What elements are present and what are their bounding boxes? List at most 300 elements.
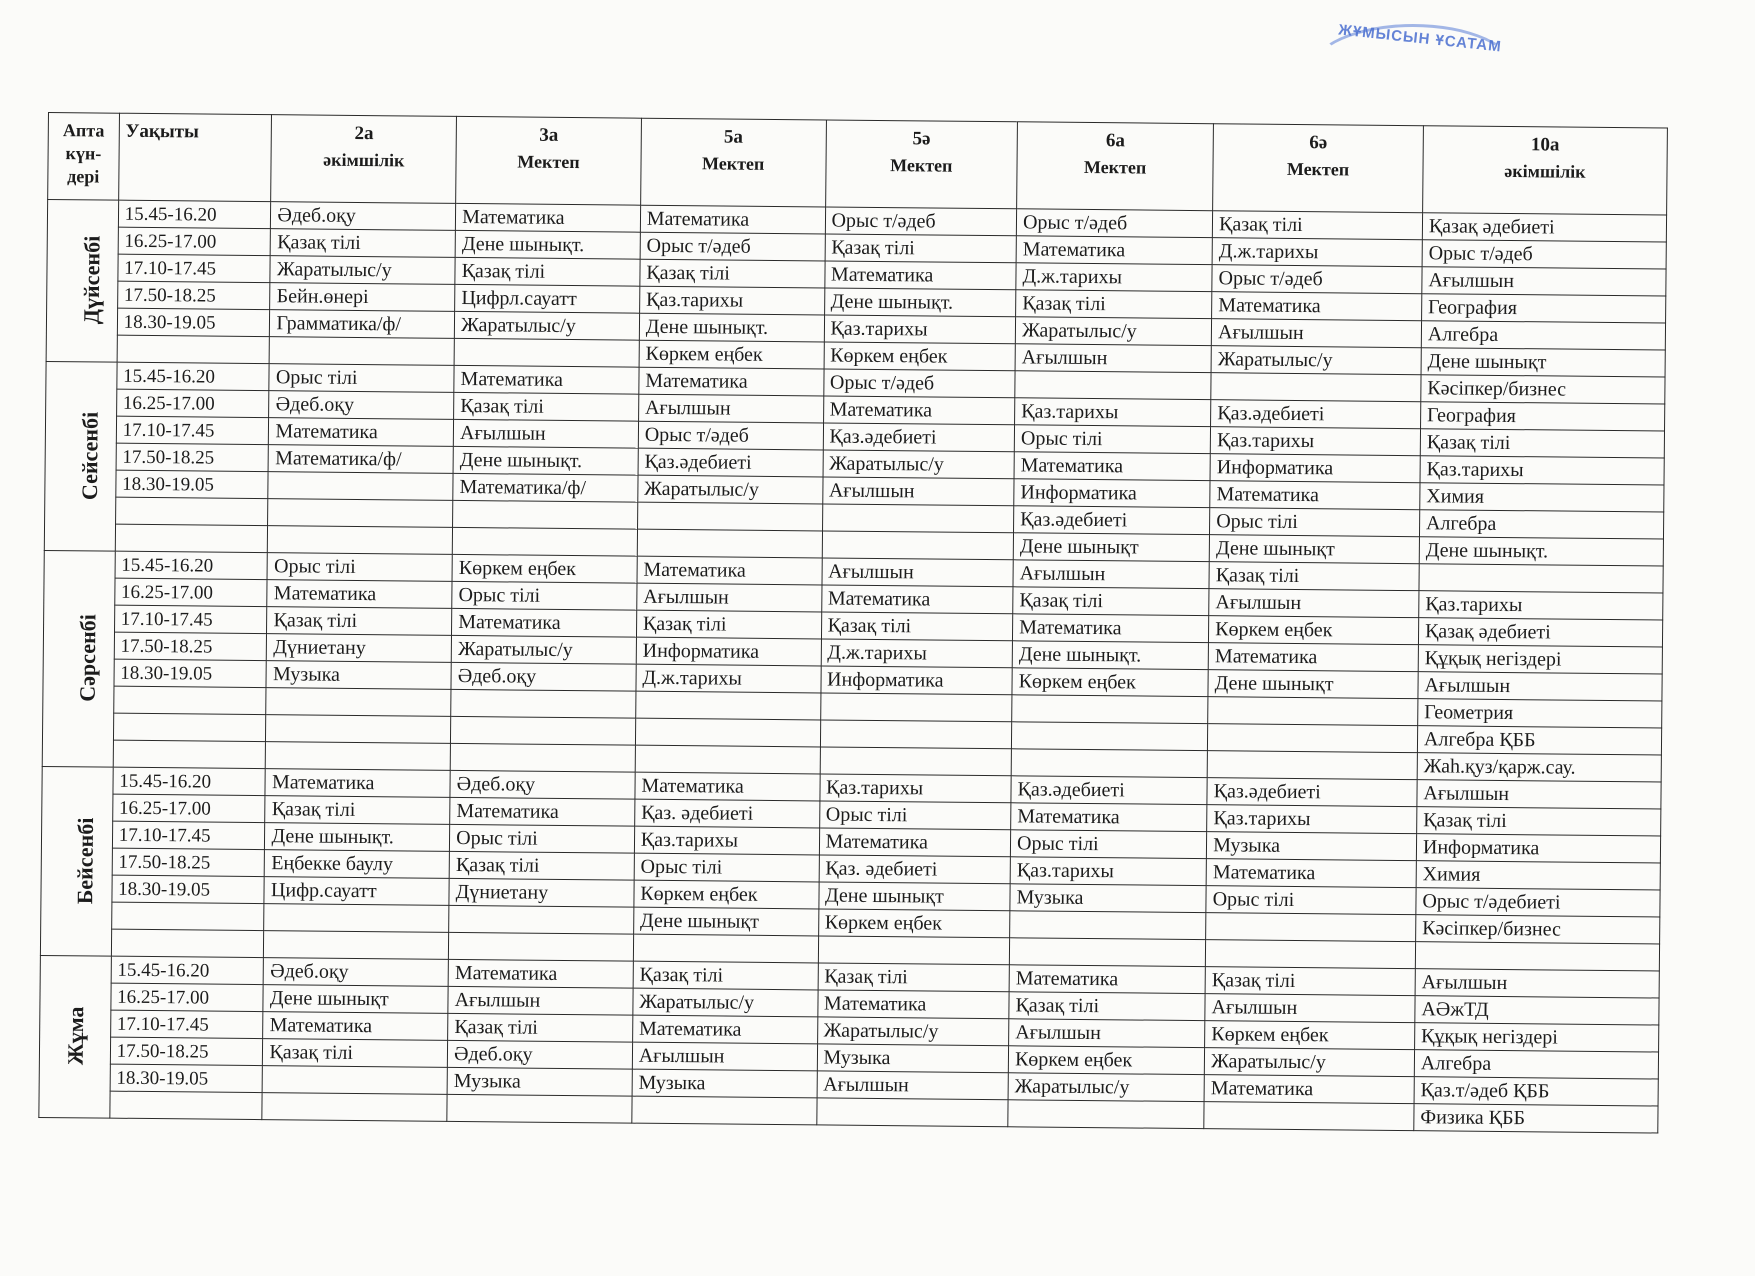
subject-cell: Математика <box>639 367 824 396</box>
subject-cell: Қазақ тілі <box>640 259 825 288</box>
subject-cell: Ағылшын <box>453 419 638 448</box>
subject-cell <box>1009 938 1205 967</box>
subject-cell: Дене шынықт. <box>453 446 638 475</box>
subject-cell <box>1206 913 1416 942</box>
header-time <box>118 113 272 201</box>
subject-cell <box>822 531 1014 560</box>
header-class-sub: Мектеп <box>1286 158 1350 180</box>
header-class-4 <box>1017 122 1214 211</box>
subject-cell: Жаратылыс/у <box>1204 1048 1414 1077</box>
subject-cell: Қаз.әдебиеті <box>1011 776 1207 805</box>
subject-cell: Математика/ф/ <box>269 445 454 474</box>
subject-cell: Дене шынықт <box>1013 533 1209 562</box>
stamp-text: ЖҰМЫСЫН ҰСАТАМ <box>1337 21 1503 56</box>
subject-cell <box>1008 1100 1204 1129</box>
header-class-name: 5ә <box>912 128 931 150</box>
subject-cell: Орыс тілі <box>1210 508 1420 537</box>
subject-cell: Ағылшын <box>1422 267 1666 296</box>
subject-cell: Қаз.әдебиеті <box>1207 778 1417 807</box>
subject-cell <box>1011 749 1207 778</box>
time-cell <box>115 524 268 552</box>
subject-cell: Құқық негіздері <box>1418 645 1662 674</box>
subject-cell <box>1010 911 1206 940</box>
subject-cell: Қазақ тілі <box>636 610 821 639</box>
subject-cell <box>263 1066 448 1095</box>
subject-cell: Қазақ тілі <box>449 851 634 880</box>
subject-cell <box>818 936 1010 965</box>
subject-cell <box>266 742 451 771</box>
subject-cell: Математика <box>269 418 454 447</box>
subject-cell: Қаз.тарихы <box>1015 398 1211 427</box>
header-day <box>48 113 120 201</box>
subject-cell <box>454 338 639 367</box>
subject-cell <box>450 743 635 772</box>
subject-cell: Алгебра <box>1421 321 1665 350</box>
subject-cell: Қазақ тілі <box>633 961 818 990</box>
subject-cell: Әдеб.оқу <box>264 958 449 987</box>
stamp <box>1300 18 1530 78</box>
header-class-name: 6а <box>1105 130 1125 152</box>
subject-cell: Қаз.тарихы <box>639 286 824 315</box>
subject-cell: Дене шынықт. <box>265 823 450 852</box>
time-cell <box>117 335 270 363</box>
subject-cell: Еңбекке баулу <box>265 850 450 879</box>
subject-cell: Қазақ тілі <box>1009 992 1205 1021</box>
subject-cell: Қазақ тілі <box>271 229 456 258</box>
subject-cell <box>451 716 636 745</box>
subject-cell: Ағылшын <box>632 1042 817 1071</box>
header-class-sub: Мектеп <box>890 155 953 176</box>
subject-cell: Әдеб.оқу <box>451 662 636 691</box>
time-cell <box>113 713 266 741</box>
subject-cell: Қазақ тілі <box>1205 967 1415 996</box>
time-cell: 15.45-16.20 <box>111 956 264 984</box>
header-class-3 <box>825 120 1017 209</box>
subject-cell: Математика <box>454 365 639 394</box>
subject-cell: Ағылшын <box>817 1071 1009 1100</box>
subject-cell: Музыка <box>632 1069 817 1098</box>
subject-cell: Дүниетану <box>267 634 452 663</box>
subject-cell <box>266 715 451 744</box>
subject-cell: Әдеб.оқу <box>447 1040 632 1069</box>
time-cell <box>110 1091 263 1119</box>
subject-cell: Қазақ тілі <box>448 1013 633 1042</box>
subject-cell: Кәсіпкер/бизнес <box>1421 375 1665 404</box>
subject-cell <box>822 504 1014 533</box>
subject-cell: Қазақ тілі <box>455 257 640 286</box>
subject-cell: Математика <box>448 959 633 988</box>
subject-cell: Қаз. әдебиеті <box>634 799 819 828</box>
subject-cell: Көркем еңбек <box>1012 668 1208 697</box>
subject-cell <box>1211 373 1421 402</box>
time-cell: 17.50-18.25 <box>110 1037 263 1065</box>
subject-cell <box>1415 942 1659 971</box>
subject-cell: Математика <box>1014 452 1210 481</box>
subject-cell: Жаратылыс/у <box>817 1017 1009 1046</box>
subject-cell: Қаз.әдебиеті <box>1014 506 1210 535</box>
subject-cell: Көркем еңбек <box>1209 616 1419 645</box>
subject-cell: Цифр.сауатт <box>264 877 449 906</box>
header-time-label: Уақыты <box>125 120 200 143</box>
subject-cell: Орыс т/әдеб <box>825 207 1017 236</box>
subject-cell: Жаратылыс/у <box>454 311 639 340</box>
subject-cell: Ағылшын <box>1015 344 1211 373</box>
time-cell <box>113 686 266 714</box>
subject-cell: Математика <box>1212 292 1422 321</box>
subject-cell: Математика <box>824 261 1016 290</box>
subject-cell: Орыс т/әдеб <box>1422 240 1666 269</box>
subject-cell: Көркем еңбек <box>1008 1046 1204 1075</box>
subject-cell: Д.ж.тарихы <box>1212 238 1422 267</box>
subject-cell: Ағылшын <box>1211 319 1421 348</box>
subject-cell: Д.ж.тарихы <box>636 664 821 693</box>
time-cell: 17.50-18.25 <box>116 443 269 471</box>
subject-cell: Д.ж.тарихы <box>1016 263 1212 292</box>
subject-cell <box>452 527 637 556</box>
subject-cell: Математика <box>265 769 450 798</box>
subject-cell: Орыс тілі <box>1014 425 1210 454</box>
subject-cell: Математика <box>1210 481 1420 510</box>
subject-cell: Қаз.тарихы <box>1420 456 1664 485</box>
subject-cell: Физика ҚББ <box>1414 1104 1658 1133</box>
time-cell: 18.30-19.05 <box>117 308 270 336</box>
day-label: Дүйсенбі <box>78 235 105 325</box>
subject-cell: Жаратылыс/у <box>633 988 818 1017</box>
header-class-5 <box>1213 124 1424 213</box>
subject-cell: Грамматика/ф/ <box>270 310 455 339</box>
subject-cell: Ағылшын <box>1009 1019 1205 1048</box>
header-class-1 <box>456 116 642 205</box>
day-cell <box>39 955 111 1118</box>
subject-cell: Ағылшын <box>822 477 1014 506</box>
subject-cell: Орыс тілі <box>452 581 637 610</box>
time-cell: 16.25-17.00 <box>118 227 271 255</box>
subject-cell: Математика <box>263 1012 448 1041</box>
subject-cell <box>820 747 1012 776</box>
subject-cell: Математика <box>640 205 825 234</box>
subject-cell: Д.ж.тарихы <box>821 639 1013 668</box>
subject-cell: Орыс т/әдебиеті <box>1416 888 1660 917</box>
time-cell <box>115 497 268 525</box>
time-cell: 15.45-16.20 <box>113 767 266 795</box>
subject-cell: Қазақ тілі <box>1212 211 1422 240</box>
time-cell: 16.25-17.00 <box>114 578 267 606</box>
subject-cell: Химия <box>1420 483 1664 512</box>
subject-cell <box>816 1098 1008 1127</box>
subject-cell: Қаз.тарихы <box>1010 857 1206 886</box>
subject-cell: Ағылшын <box>638 394 823 423</box>
time-cell: 16.25-17.00 <box>112 794 265 822</box>
subject-cell: Көркем еңбек <box>818 909 1010 938</box>
day-cell <box>40 766 112 956</box>
time-cell: 17.10-17.45 <box>116 416 269 444</box>
subject-cell: Информатика <box>1210 454 1420 483</box>
subject-cell: Көркем еңбек <box>639 340 824 369</box>
subject-cell: Қазақ тілі <box>825 234 1017 263</box>
subject-cell: Математика <box>821 585 1013 614</box>
subject-cell: Жаратылыс/у <box>270 256 455 285</box>
subject-cell: Дүниетану <box>449 878 634 907</box>
subject-cell: Қаз.т/әдеб ҚББ <box>1414 1077 1658 1106</box>
subject-cell: Қазақ тілі <box>1420 429 1664 458</box>
subject-cell <box>453 500 638 529</box>
subject-cell: Орыс тілі <box>634 853 819 882</box>
subject-cell: Информатика <box>636 637 821 666</box>
subject-cell: Қаз. әдебиеті <box>819 855 1011 884</box>
header-row <box>48 113 1668 216</box>
time-cell: 17.10-17.45 <box>114 605 267 633</box>
time-cell: 16.25-17.00 <box>111 983 264 1011</box>
subject-cell: Информатика <box>1014 479 1210 508</box>
header-class-name: 3а <box>539 124 559 146</box>
subject-cell <box>637 529 822 558</box>
subject-cell: Музыка <box>1010 884 1206 913</box>
subject-cell: Музыка <box>447 1067 632 1096</box>
subject-cell: Қазақ тілі <box>267 607 452 636</box>
header-class-0 <box>271 115 457 204</box>
subject-cell: Дене шынықт <box>633 907 818 936</box>
subject-cell: Орыс т/әдеб <box>640 232 825 261</box>
subject-cell: Қазақ әдебиеті <box>1418 618 1662 647</box>
time-cell: 15.45-16.20 <box>117 362 270 390</box>
subject-cell <box>1419 564 1663 593</box>
subject-cell: Ағылшын <box>1013 560 1209 589</box>
subject-cell <box>1205 940 1415 969</box>
time-cell <box>111 902 264 930</box>
subject-cell: Жаратылыс/у <box>451 635 636 664</box>
subject-cell: Ағылшын <box>448 986 633 1015</box>
day-label: Сәрсенбі <box>74 614 101 702</box>
subject-cell: Қазақ тілі <box>263 1039 448 1068</box>
subject-cell <box>1012 695 1208 724</box>
day-cell <box>42 550 115 767</box>
time-cell: 16.25-17.00 <box>116 389 269 417</box>
subject-cell: Математика <box>456 203 641 232</box>
subject-cell <box>632 1096 817 1125</box>
subject-cell: Қаз.тарихы <box>634 826 819 855</box>
subject-cell: Бейн.өнері <box>270 283 455 312</box>
schedule-table <box>38 112 1668 1134</box>
subject-cell: Математика <box>632 1015 817 1044</box>
subject-cell: Көркем еңбек <box>824 342 1016 371</box>
subject-cell: Дене шынықт <box>818 882 1010 911</box>
subject-cell: Қазақ тілі <box>818 963 1010 992</box>
header-class-name: 2а <box>354 122 374 145</box>
subject-cell: Математика <box>1013 614 1209 643</box>
subject-cell: Қазақ тілі <box>1417 807 1661 836</box>
subject-cell: Қазақ тілі <box>1013 587 1209 616</box>
subject-cell: Дене шынықт <box>1209 535 1419 564</box>
subject-cell: Құқық негіздері <box>1414 1023 1658 1052</box>
subject-cell: Қазақ тілі <box>1209 562 1419 591</box>
subject-cell: Математика <box>637 556 822 585</box>
subject-cell: Қазақ тілі <box>265 796 450 825</box>
time-cell <box>113 740 266 768</box>
time-cell: 18.30-19.05 <box>114 659 267 687</box>
subject-cell: Қаз.әдебиеті <box>823 423 1015 452</box>
subject-cell: Дене шынықт <box>263 985 448 1014</box>
subject-cell <box>264 931 449 960</box>
day-cell <box>44 361 116 551</box>
subject-cell: Қаз.тарихы <box>1419 591 1663 620</box>
subject-cell: Математика <box>1016 236 1212 265</box>
header-class-sub: әкімшілік <box>1504 160 1586 182</box>
header-class-name: 6ә <box>1309 132 1328 154</box>
subject-cell <box>820 720 1012 749</box>
header-class-sub: әкімшілік <box>323 149 405 171</box>
subject-cell <box>449 932 634 961</box>
subject-cell: Жаратылыс/у <box>823 450 1015 479</box>
subject-cell: Орыс тілі <box>450 824 635 853</box>
subject-cell: Орыс тілі <box>1010 830 1206 859</box>
header-class-name: 5а <box>723 126 744 148</box>
subject-cell: Музыка <box>817 1044 1009 1073</box>
time-cell: 17.50-18.25 <box>112 848 265 876</box>
header-day-label: Апта күн-дері <box>62 120 105 187</box>
subject-cell <box>637 502 822 531</box>
subject-cell: Информатика <box>1416 834 1660 863</box>
day-label: Сейсенбі <box>76 411 103 500</box>
subject-cell <box>268 472 453 501</box>
subject-cell <box>268 499 453 528</box>
time-cell: 17.10-17.45 <box>118 254 271 282</box>
subject-cell: Қазақ әдебиеті <box>1422 213 1666 242</box>
subject-cell <box>1208 697 1418 726</box>
subject-cell: Қаз.әдебиеті <box>638 448 823 477</box>
subject-cell: Музыка <box>1207 832 1417 861</box>
subject-cell: Орыс тілі <box>269 364 454 393</box>
header-class-sub: Мектеп <box>1083 156 1147 178</box>
header-class-name: 10а <box>1530 134 1560 156</box>
subject-cell <box>635 745 820 774</box>
subject-cell: Дене шынықт. <box>455 230 640 259</box>
day-label: Бейсенбі <box>72 816 99 904</box>
subject-cell: Математика <box>1009 965 1205 994</box>
time-cell: 17.50-18.25 <box>117 281 270 309</box>
header-class-sub: Мектеп <box>517 151 580 173</box>
subject-cell <box>633 934 818 963</box>
time-cell: 18.30-19.05 <box>115 470 268 498</box>
subject-cell: Ағылшын <box>1417 780 1661 809</box>
subject-cell <box>449 905 634 934</box>
subject-cell: Дене шынықт. <box>1419 537 1663 566</box>
subject-cell: Алгебра ҚББ <box>1417 726 1661 755</box>
subject-cell: Ағылшын <box>637 583 822 612</box>
subject-cell: Математика/ф/ <box>453 473 638 502</box>
subject-cell: Математика <box>450 797 635 826</box>
subject-cell: Көркем еңбек <box>1205 1021 1415 1050</box>
subject-cell: Математика <box>1204 1075 1414 1104</box>
subject-cell <box>447 1094 632 1123</box>
subject-cell: Орыс тілі <box>819 801 1011 830</box>
subject-cell: Қазақ тілі <box>821 612 1013 641</box>
subject-cell: Жаратылыс/у <box>1015 317 1211 346</box>
subject-cell: Әдеб.оқу <box>450 770 635 799</box>
subject-cell <box>1208 724 1418 753</box>
subject-cell: Ағылшын <box>1418 672 1662 701</box>
subject-cell: Математика <box>1011 803 1207 832</box>
subject-cell: Алгебра <box>1419 510 1663 539</box>
subject-cell: Дене шынықт. <box>824 288 1016 317</box>
time-cell: 18.30-19.05 <box>112 875 265 903</box>
subject-cell: Дене шынықт <box>1208 670 1418 699</box>
subject-cell: Дене шынықт <box>1421 348 1665 377</box>
subject-cell: Орыс т/әдеб <box>1016 209 1212 238</box>
subject-cell: Цифрл.сауатт <box>455 284 640 313</box>
subject-cell: Ағылшын <box>1205 994 1415 1023</box>
time-cell: 15.45-16.20 <box>118 200 271 228</box>
subject-cell: Қаз.тарихы <box>819 774 1011 803</box>
subject-cell: Әдеб.оқу <box>271 202 456 231</box>
subject-cell: Математика <box>635 772 820 801</box>
subject-cell: География <box>1420 402 1664 431</box>
subject-cell: Кәсіпкер/бизнес <box>1416 915 1660 944</box>
time-cell <box>111 929 264 957</box>
subject-cell: Орыс тілі <box>1206 886 1416 915</box>
subject-cell <box>635 718 820 747</box>
subject-cell: Қаз.тарихы <box>1207 805 1417 834</box>
header-class-sub: Мектеп <box>701 153 765 174</box>
subject-cell: Көркем еңбек <box>634 880 819 909</box>
subject-cell: Жаһ.қуз/қарж.сау. <box>1417 753 1661 782</box>
subject-cell: Математика <box>819 828 1011 857</box>
subject-cell: Жаратылыс/у <box>1211 346 1421 375</box>
subject-cell: Көркем еңбек <box>452 554 637 583</box>
time-cell: 15.45-16.20 <box>115 551 268 579</box>
subject-cell <box>636 691 821 720</box>
subject-cell: Қаз.тарихы <box>1210 427 1420 456</box>
subject-cell: АӘжТД <box>1415 996 1659 1025</box>
subject-cell <box>266 688 451 717</box>
subject-cell: Орыс т/әдеб <box>1212 265 1422 294</box>
subject-cell: Математика <box>1208 643 1418 672</box>
subject-cell: Ағылшын <box>822 558 1014 587</box>
subject-cell: Музыка <box>266 661 451 690</box>
time-cell: 17.50-18.25 <box>114 632 267 660</box>
subject-cell: Математика <box>817 990 1009 1019</box>
subject-cell: Орыс т/әдеб <box>823 369 1015 398</box>
subject-cell <box>1015 371 1211 400</box>
subject-cell: Химия <box>1416 861 1660 890</box>
subject-cell: Математика <box>452 608 637 637</box>
subject-cell <box>268 526 453 555</box>
subject-cell <box>270 337 455 366</box>
subject-cell: Дене шынықт. <box>1012 641 1208 670</box>
subject-cell: География <box>1421 294 1665 323</box>
subject-cell <box>1204 1102 1414 1131</box>
subject-cell: Информатика <box>820 666 1012 695</box>
header-class-2 <box>640 118 826 207</box>
subject-cell: Дене шынықт. <box>639 313 824 342</box>
subject-cell: Жаратылыс/у <box>638 475 823 504</box>
subject-cell: Жаратылыс/у <box>1008 1073 1204 1102</box>
subject-cell <box>262 1093 447 1122</box>
subject-cell: Орыс т/әдеб <box>638 421 823 450</box>
subject-cell: Орыс тілі <box>267 553 452 582</box>
subject-cell <box>451 689 636 718</box>
subject-cell <box>1207 751 1417 780</box>
subject-cell: Геометрия <box>1418 699 1662 728</box>
subject-cell <box>1011 722 1207 751</box>
subject-cell: Ағылшын <box>1209 589 1419 618</box>
subject-cell: Математика <box>267 580 452 609</box>
day-cell <box>46 200 118 363</box>
subject-cell: Қазақ тілі <box>454 392 639 421</box>
schedule-wrapper <box>38 112 1668 1134</box>
subject-cell <box>264 904 449 933</box>
subject-cell: Ағылшын <box>1415 969 1659 998</box>
header-class-6 <box>1423 126 1668 215</box>
